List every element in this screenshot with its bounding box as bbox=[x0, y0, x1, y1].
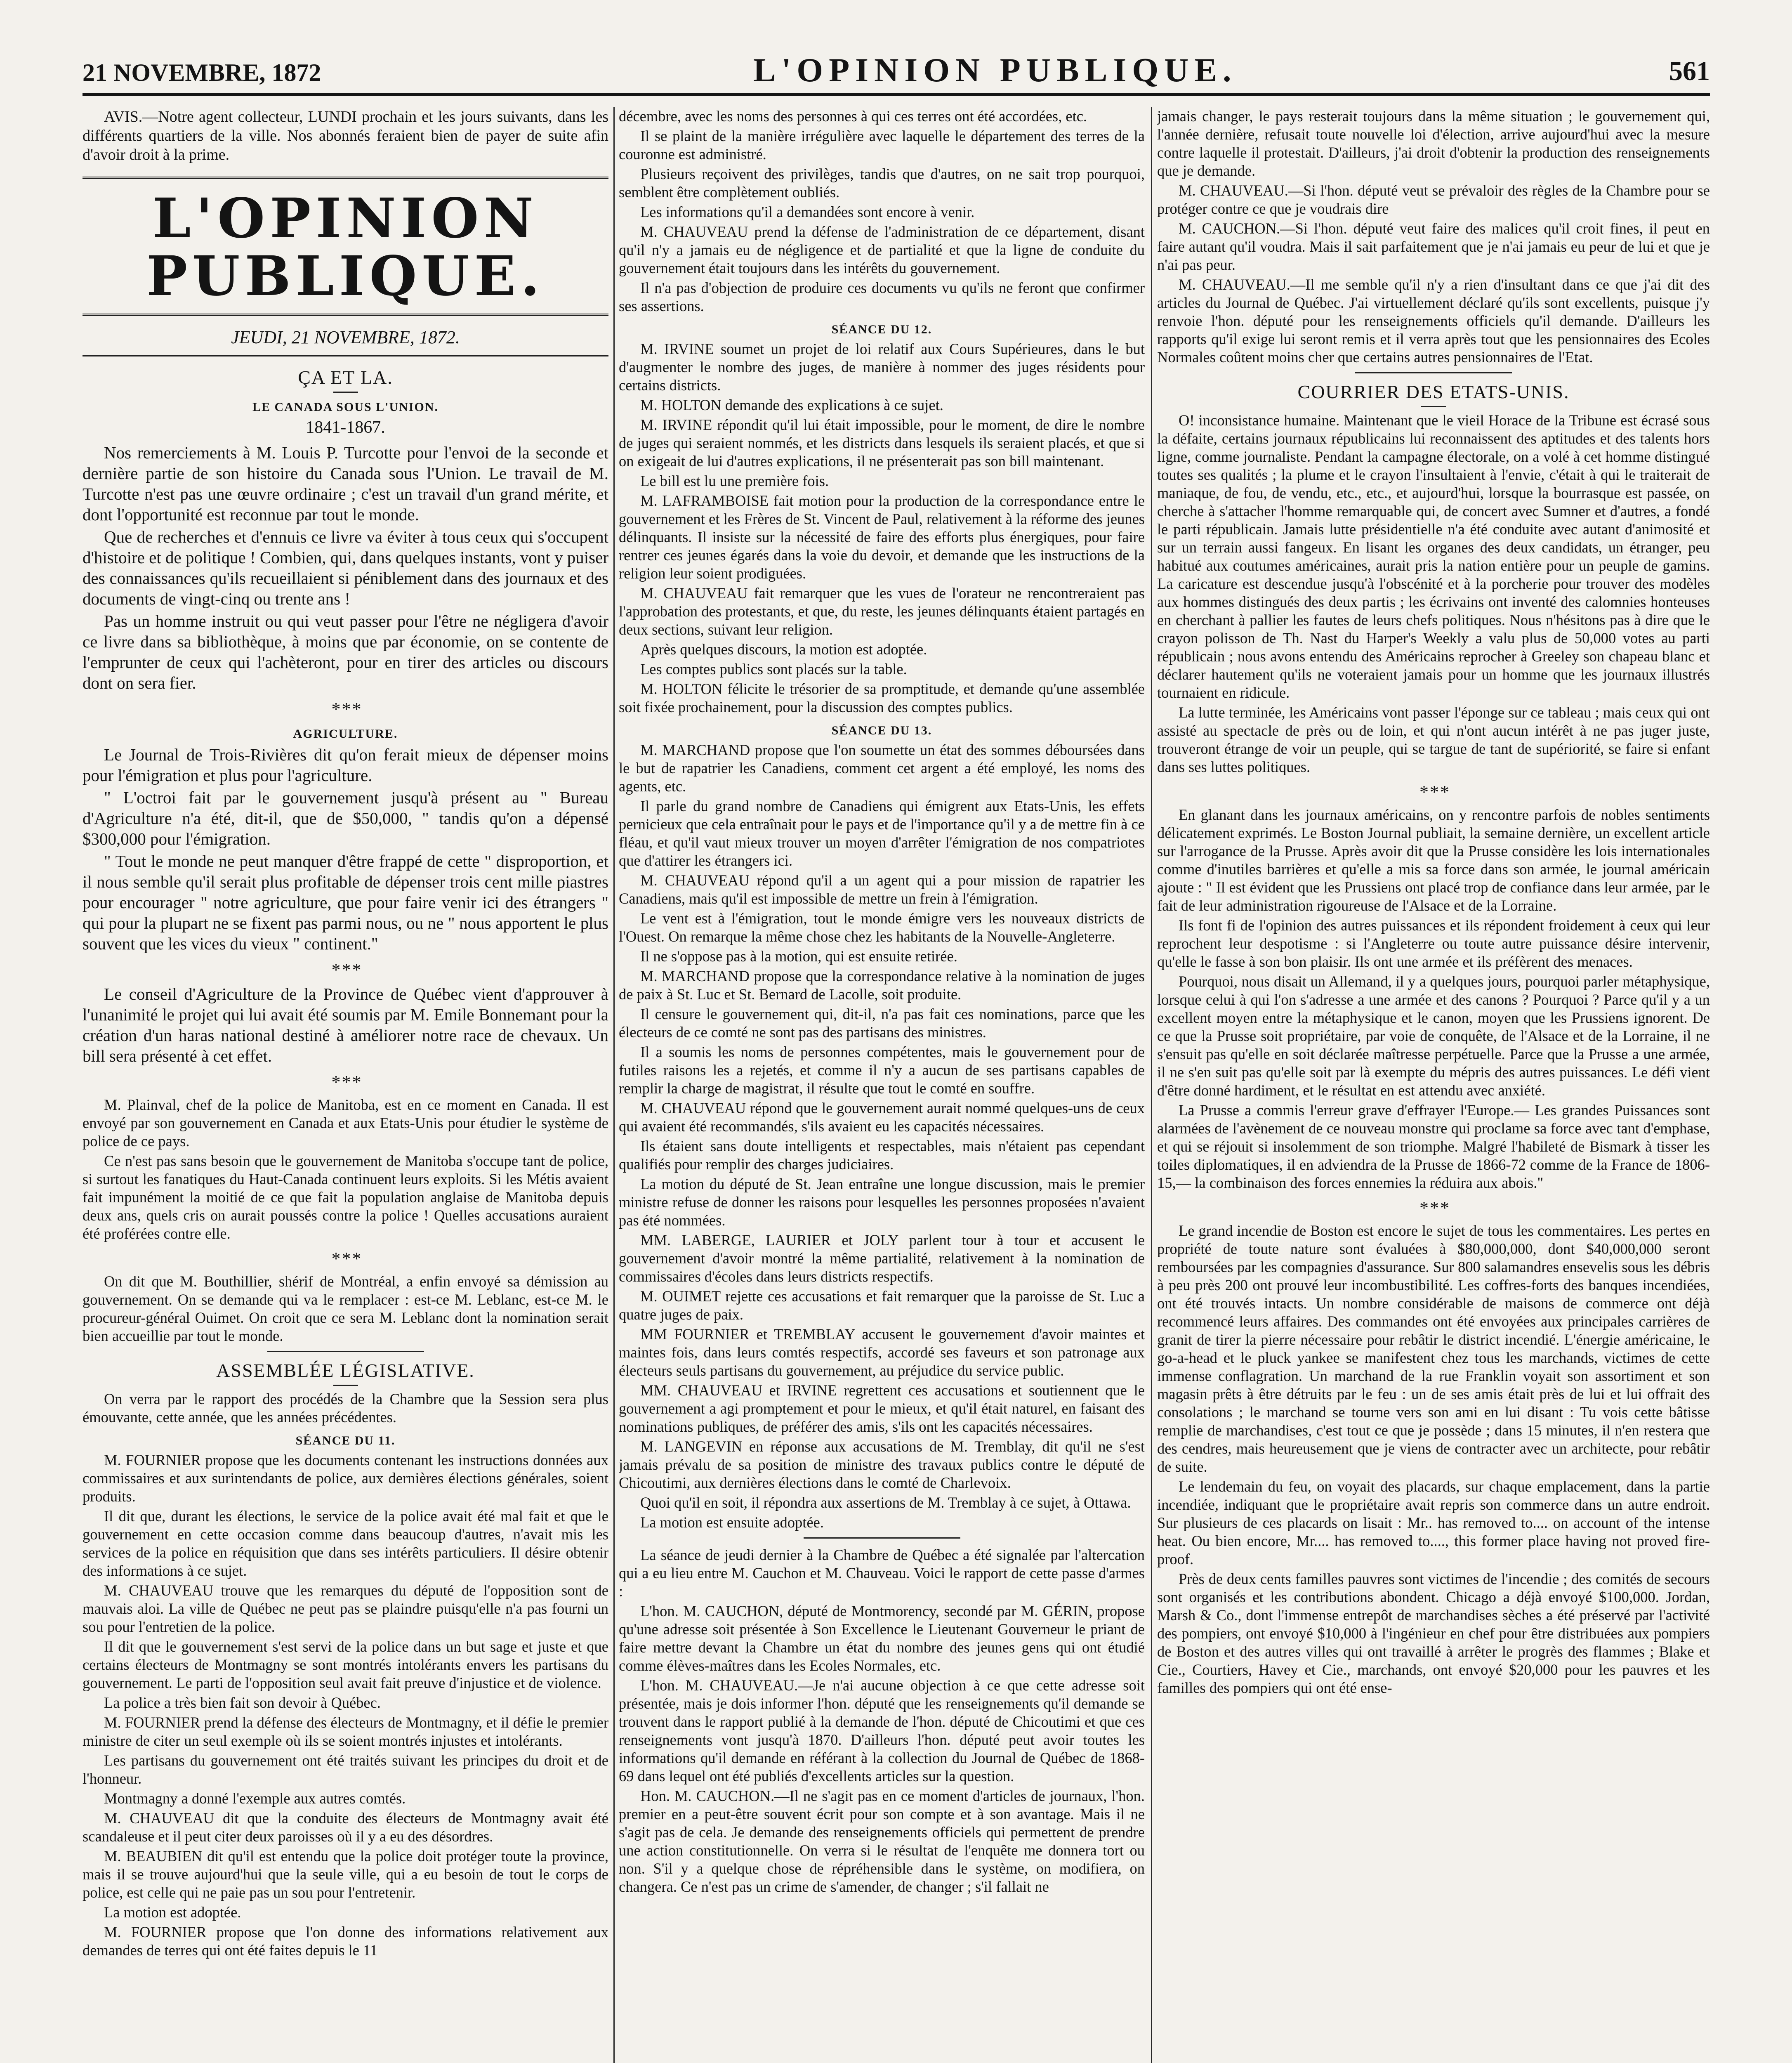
paragraph: Le bill est lu une première fois. bbox=[640, 472, 829, 489]
paragraph: Le grand incendie de Boston est encore le sujet de tous les commentaires. Les pertes en propriété de toute nature sont évaluées à $80,000,000, dont $40,000,000 seront remboursées par les compagnies d'assurance. Sur 800 salamandres ensevelis sous les débris à peu près 200 ont prouvé leur incombustibilité. Les coffres-forts des banques incendiées, ont été trouvés intacts. Un nombre considérable de maisons de commerce ont déjà recommencé leurs affaires. Des commandes ont été envoyées aux principales carrières de granit de tirer la pierre nécessaire pour rebâtir le district incendié. L'énergie américaine, le go-a-head et le pluck yankee se manifestent chez tous les marchands, victimes de cette immense conflagration. Un marchand de la rue Franklin voyait son assortiment et son magasin prêts à être détruits par le feu : un de ses amis était près de lui et lui offrait des consolations ; le marchand se tourne vers son ami en lui disant : Tu vois cette bâtisse remplie de marchandises, c'est tout ce que je possède ; dans 15 minutes, il n'en restera que des cendres, mais heureusement que je viens de contracter avec un architecte, pour rebâtir de suite. bbox=[1157, 1222, 1710, 1475]
paragraph: Les informations qu'il a demandées sont encore à venir. bbox=[640, 203, 975, 220]
paragraph: Il n'a pas d'objection de produire ces documents vu qu'ils ne feront que confirmer ses assertions. bbox=[619, 279, 1145, 314]
paragraph: Quoi qu'il en soit, il répondra aux assertions de M. Tremblay à ce sujet, à Ottawa. bbox=[640, 1494, 1131, 1511]
paragraph: L'hon. M. CHAUVEAU.—Je n'ai aucune objection à ce que cette adresse soit présentée, mais je dois informer l'hon. député que les renseignements qu'il demande se trouvent dans le rapport publié à la demande de l'hon. député de Chicoutimi et que ces renseignements vont jusqu'à 1870. D'ailleurs l'hon. député peut avoir toutes les informations qu'il demande en référant à la collection du Journal de Québec de 1868-69 dans lequel ont été publiés d'excellents articles sur la question. bbox=[619, 1677, 1145, 1784]
article-cauchon-cont bbox=[1157, 107, 1710, 366]
paragraph: Plusieurs reçoivent des privilèges, tandis que d'autres, on ne sait trop pourquoi, semblent être complètement oubliés. bbox=[619, 165, 1145, 201]
paragraph: Les comptes publics sont placés sur la table. bbox=[640, 661, 907, 677]
seance-heading: SÉANCE DU 12. bbox=[831, 323, 932, 336]
page-number: 561 bbox=[1669, 56, 1710, 86]
paragraph: M. LANGEVIN en réponse aux accusations de M. Tremblay, dit qu'il ne s'est jamais prévalu de sa position de ministre des travaux publics contre le député de Chicoutimi, aux dernières élections dans le comté de Charlevoix. bbox=[619, 1438, 1145, 1491]
paragraph: Il dit que le gouvernement s'est servi de la police dans un but sage et juste et que certains électeurs de Montmagny se sont montrés intolérants envers les partisans du gouvernement. Le parti de l'opposition seul avait fait preuve d'injustice et de violence. bbox=[83, 1638, 608, 1691]
paragraph: Pas un homme instruit ou qui veut passer pour l'être ne négligera d'avoir ce livre dans sa bibliothèque, à moins que par économie, on se contente de l'emprunter de ceux qui l'achèteront, pour en tirer des articles ou discours dont on sera fier. bbox=[83, 611, 608, 692]
asterism: * * * bbox=[1419, 1198, 1448, 1218]
paragraph: M. CHAUVEAU.—Il me semble qu'il n'y a rien d'insultant dans ce que j'ai dit des articles du Journal de Québec. J'ai virtuellement déclaré qu'ils sont excellents, puisque j'y renvoie l'hon. député pour les renseignements officiels qu'il demande. D'ailleurs les rapports qu'il exige lui seront remis et il verra après tout que les pensionnaires des Ecoles Normales coûtent moins cher que certains autres pensionnaires de l'Etat. bbox=[1157, 276, 1710, 366]
paragraph: M. BEAUBIEN dit qu'il est entendu que la police doit protéger toute la province, mais il se trouve aujourd'hui que la seule ville, qui a eu besoin de tout le corps de police, est celle qui ne paie pas un sou pour l'entretenir. bbox=[83, 1848, 608, 1901]
article-police bbox=[83, 1096, 608, 1243]
seance-13 bbox=[619, 741, 1145, 1532]
paragraph: Ils font fi de l'opinion des autres puissances et ils répondent froidement à ceux qui leur reprochent leur despotisme : si l'Angleterre ou toute autre puissance désire intervenir, qu'elle le fasse à son bon plaisir. Ils ont une armée et ils préfèrent des menaces. bbox=[1157, 917, 1710, 970]
paragraph: M. CHAUVEAU.—Si l'hon. député veut se prévaloir des règles de la Chambre pour se protéger contre ce que je voudrais dire bbox=[1157, 182, 1710, 217]
paragraph: M. MARCHAND propose que l'on soumette un état des sommes déboursées dans le but de rapatrier les Canadiens, comment cet argent a été employé, les noms des agents, etc. bbox=[619, 741, 1145, 795]
article-sherif bbox=[83, 1272, 608, 1345]
paragraph: La police a très bien fait son devoir à Québec. bbox=[104, 1694, 381, 1711]
column-rule bbox=[613, 107, 615, 2063]
paragraph: MM. LABERGE, LAURIER et JOLY parlent tour à tour et accusent le gouvernement d'avoir montré la même partialité, relativement à la nomination de commissaires d'écoles dans leurs districts respectifs. bbox=[619, 1232, 1145, 1285]
paragraph: M. IRVINE soumet un projet de loi relatif aux Cours Supérieures, dans le but d'augmenter le nombre des juges, de manière à nommer des juges résidents pour certains districts. bbox=[619, 340, 1145, 394]
paragraph: M. CHAUVEAU répond que le gouvernement aurait nommé quelques-uns de ceux qui avaient été recommandés, s'ils avaient eu les capacités nécessaires. bbox=[619, 1100, 1145, 1135]
paragraph: Que de recherches et d'ennuis ce livre va éviter à tous ceux qui s'occupent d'histoire et de politique ! Combien, qui, dans quelques instants, vont y puiser des connaissances qu'ils recueillaient si péniblement dans des journaux et des documents de vingt-cinq ou trente ans ! bbox=[83, 527, 608, 608]
paragraph: Montmagny a donné l'exemple aux autres comtés. bbox=[104, 1790, 406, 1807]
paragraph: M. FOURNIER propose que l'on donne des informations relativement aux demandes de terres qui ont été faites depuis le 11 bbox=[83, 1924, 608, 1959]
asterism: * * * bbox=[331, 960, 360, 980]
column-2 bbox=[619, 107, 1145, 2063]
divider bbox=[1421, 406, 1446, 407]
paragraph: M. CHAUVEAU fait remarquer que les vues de l'orateur ne rencontreraient pas l'approbation des protestants, et que, du reste, les jeunes délinquants étaient partagés en deux sections, suivant leur religion. bbox=[619, 585, 1145, 638]
paragraph: Il ne s'oppose pas à la motion, qui est ensuite retirée. bbox=[640, 948, 957, 965]
subtitle: LE CANADA SOUS L'UNION. bbox=[252, 400, 439, 414]
paragraph: La motion du député de St. Jean entraîne une longue discussion, mais le premier ministre refuse de donner les raisons pour lesquelles les personnes proposées n'avaient pas été nommées. bbox=[619, 1175, 1145, 1229]
paragraph: " Tout le monde ne peut manquer d'être frappé de cette " disproportion, et il nous semble qu'il serait plus profitable de dépenser trois cent mille piastres pour encourager " notre agriculture, que pour faire venir ici des étrangers " qui pour la plupart ne se fixent pas parmi nous, ou ne " nous apportent le plus souvent que les vices du vieux " continent." bbox=[83, 852, 608, 953]
paragraph: jamais changer, le pays resterait toujours dans la même situation ; le gouvernement qui, l'année dernière, refusait toute nouvelle loi d'élection, arrive aujourd'hui avec la mesure contre laquelle il protestait. D'ailleurs, j'ai droit d'obtenir la production des renseignements que je demande. bbox=[1157, 108, 1710, 179]
article-courrier bbox=[1157, 411, 1710, 776]
paragraph: Hon. M. CAUCHON.—Il ne s'agit pas en ce moment d'articles de journaux, l'hon. premier en a peut-être souvent écrit pour son compte et à son avantage. Mais il ne s'agit pas de cela. Je demande des renseignements officiels qui permettent de prendre une action constitutionnelle. On verra si le résultat de l'enquête me donnera tort ou non. S'il y a quelque chose de répréhensible dans le système, on modifiera, on changera. Ce n'est pas un crime de s'amender, de changer ; s'il fallait ne bbox=[619, 1787, 1145, 1895]
paragraph: " L'octroi fait par le gouvernement jusqu'à présent au " Bureau d'Agriculture n'a été, dit-il, que de $50,000, " tandis qu'on a dépensé $300,000 pour l'émigration. bbox=[83, 788, 608, 848]
paragraph: M. HOLTON demande des explications à ce sujet. bbox=[640, 397, 943, 413]
article-cauchon-chauveau bbox=[619, 1546, 1145, 1896]
paragraph: Le Journal de Trois-Rivières dit qu'on ferait mieux de dépenser moins pour l'émigration et plus pour l'agriculture. bbox=[83, 745, 608, 785]
article-boston bbox=[1157, 1222, 1710, 1697]
paragraph: M. IRVINE répondit qu'il lui était impossible, pour le moment, de dire le nombre de juges qui seraient nommés, et les districts dans lesquels ils seraient placés, et que si on exigeait de lui d'autres explications, il ne présenterait pas son bill maintenant. bbox=[619, 416, 1145, 470]
asterism: * * * bbox=[331, 699, 360, 719]
paragraph: Le vent est à l'émigration, tout le monde émigre vers les nouveaux districts de l'Ouest. On remarque la même chose chez les habitants de la Nouvelle-Angleterre. bbox=[619, 910, 1145, 945]
paragraph: En glanant dans les journaux américains, on y rencontre parfois de nobles sentiments délicatement exprimés. Le Boston Journal publiait, la semaine dernière, un excellent article sur l'arrogance de la Prusse. Après avoir dit que la Prusse considère les lois internationales comme d'inutiles barrières et qu'elle a mis sa force dans son armée, le journal américain ajoute : " Il est évident que les Prussiens ont placé trop de confiance dans leur armée, par le fait de leur administration rigoureuse de l'Alsace et de la Lorraine. bbox=[1157, 806, 1710, 914]
article-turcotte bbox=[83, 442, 608, 693]
paragraph: Le conseil d'Agriculture de la Province de Québec vient d'approuver à l'unanimité le projet qui lui avait été soumis par M. Emile Bonnemant pour la création d'un haras national destiné à améliorer notre race de chevaux. Un bill sera présenté à cet effet. bbox=[83, 984, 608, 1065]
divider bbox=[333, 392, 358, 393]
column-rule bbox=[1151, 107, 1152, 2063]
article-prusse bbox=[1157, 806, 1710, 1192]
section-title: ÇA ET LA. bbox=[298, 367, 393, 388]
divider bbox=[267, 1351, 424, 1352]
paragraph: Les partisans du gouvernement ont été traités suivant les principes du droit et de l'honneur. bbox=[83, 1752, 608, 1787]
paragraph: M. CAUCHON.—Si l'hon. député veut faire des malices qu'il croit fines, il peut en faire autant qu'il voudra. Mais il sait parfaitement que je n'ai jamais eu peur de lui et que je n'ai pas peur. bbox=[1157, 220, 1710, 273]
paragraph: M. HOLTON félicite le trésorier de sa promptitude, et demande qu'une assemblée soit fixée prochainement, pour la discussion des comptes publics. bbox=[619, 680, 1145, 715]
assemblee-title: ASSEMBLÉE LÉGISLATIVE. bbox=[216, 1360, 475, 1381]
divider bbox=[804, 1537, 960, 1539]
paragraph: Nos remerciements à M. Louis P. Turcotte pour l'envoi de la seconde et dernière partie de son histoire du Canada sous l'Union. Le travail de M. Turcotte n'est pas une œuvre ordinaire ; c'est un travail d'un grand mérite, et dont l'opportunité est reconnue par tout le monde. bbox=[83, 443, 608, 524]
paragraph: Il se plaint de la manière irrégulière avec laquelle le département des terres de la couronne est administré. bbox=[619, 127, 1145, 163]
paragraph: Pourquoi, nous disait un Allemand, il y a quelques jours, pourquoi parler métaphysique, lorsque celui à qui l'on s'adresse a une armée et des canons ? Pourquoi ? Parce qu'il y a un excellent moyen entre la métaphysique et le canon, moyen que les Prussiens ignorent. De ce que la Prusse soit propriétaire, par voie de conquête, de l'Alsace et de la Lorraine, il ne s'ensuit pas qu'elle en soit déclarée maîtresse perpétuelle. Parce que la Prusse a une armée, il ne s'en suit pas qu'elle soit par là exempte du mépris des autres puissances. Le défi vient d'être donné hardiment, et le résultat en est attendu avec anxiété. bbox=[1157, 973, 1710, 1099]
running-header bbox=[83, 47, 1710, 96]
paragraph: Il censure le gouvernement qui, dit-il, n'a pas fait ces nominations, parce que les électeurs de ce comté ne sont pas des partisans des ministres. bbox=[619, 1006, 1145, 1041]
paragraph: La motion est adoptée. bbox=[104, 1904, 241, 1921]
avis-notice: AVIS.—Notre agent collecteur, LUNDI prochain et les jours suivants, dans les différents quartiers de la ville. Nos abonnés feraient bien de payer de suite afin d'avoir droit à la prime. bbox=[83, 108, 608, 163]
column-1 bbox=[83, 107, 608, 2063]
paragraph: M. CHAUVEAU dit que la conduite des électeurs de Montmagny avait été scandaleuse et il peut citer deux paroisses où il y a eu des désordres. bbox=[83, 1810, 608, 1845]
seance-11 bbox=[83, 1451, 608, 1959]
paragraph: M. CHAUVEAU trouve que les remarques du député de l'opposition sont de mauvais aloi. La ville de Québec ne peut pas se plaindre puisqu'elle n'a pas fourni un sou pour l'entretien de la police. bbox=[83, 1582, 608, 1635]
header-date: 21 NOVEMBRE, 1872 bbox=[83, 59, 321, 86]
paragraph: MM FOURNIER et TREMBLAY accusent le gouvernement d'avoir maintes et maintes fois, dans leurs comtés respectifs, accordé ses faveurs et son patronage aux électeurs seuls partisans du gouvernement, au préjudice du service public. bbox=[619, 1326, 1145, 1379]
paragraph: La motion est ensuite adoptée. bbox=[640, 1514, 824, 1531]
header-title: L'OPINION PUBLIQUE. bbox=[753, 51, 1237, 89]
asterism: * * * bbox=[331, 1249, 360, 1269]
paragraph: La séance de jeudi dernier à la Chambre de Québec a été signalée par l'altercation qui a eu lieu entre M. Cauchon et M. Chauveau. Voici le rapport de cette passe d'armes : bbox=[619, 1546, 1145, 1600]
asterism: * * * bbox=[1419, 782, 1448, 802]
years: 1841-1867. bbox=[306, 418, 385, 437]
divider bbox=[83, 355, 608, 356]
paragraph: Il dit que, durant les élections, le service de la police avait été mal fait et que le gouvernement en cette occasion comme dans beaucoup d'autres, n'avait mis les services de la police en réquisition que dans ses intérêts particuliers. Il désire obtenir des informations à ce sujet. bbox=[83, 1508, 608, 1579]
paragraph: On verra par le rapport des procédés de la Chambre que la Session sera plus émouvante, cette année, que les années précédentes. bbox=[83, 1390, 608, 1426]
paragraph: M. CHAUVEAU prend la défense de l'administration de ce département, disant qu'il n'y a jamais eu de négligence et de partialité et que la ligne de conduite du gouvernement était toujours dans les intérêts du gouvernement. bbox=[619, 223, 1145, 276]
paragraph: L'hon. M. CAUCHON, député de Montmorency, secondé par M. GÉRIN, propose qu'une adresse soit présentée à Son Excellence le Lieutenant Gouverneur le priant de faire mettre devant la Chambre un état du nombre des jeunes gens qui ont étudié comme élèves-maîtres dans les Ecoles Normales, etc. bbox=[619, 1603, 1145, 1674]
paragraph: Ils étaient sans doute intelligents et respectables, mais n'étaient pas cependant qualifiés pour remplir des charges judiciaires. bbox=[619, 1138, 1145, 1173]
paragraph: O! inconsistance humaine. Maintenant que le vieil Horace de la Tribune est écrasé sous la défaite, certains journaux républicains lui reconnaissent des aptitudes et des talents hors ligne, comme journaliste. Pendant la campagne électorale, on a volé à cet homme distingué toutes ses qualités ; la plume et le crayon l'insultaient à l'envie, c'était à qui le traiterait de maniaque, de fou, de vendu, etc., etc., et aujourd'hui, lorsque la bourrasque est passée, on cherche à s'attacher l'homme remarquable qui, de concert avec Sumner et d'autres, a fondé le parti républicain. Jamais lutte présidentielle n'a été conduite avec autant d'animosité et sur un terrain aussi fangeux. En lisant les organes des deux candidats, un étranger, peu habitué aux coutumes américaines, aurait pris la nation entière pour un peuple de gamins. La caricature est descendue jusqu'à l'obscénité et à la porcherie pour trouver des modèles aux hommes distingués des deux partis ; les écrivains ont inventé des calomnies honteuses en cherchant à pallier les fautes de leurs chefs politiques. Nous n'hésitons pas à dire que le crayon polisson de Th. Nast du Harper's Weekly a valu plus de 50,000 votes au parti républicain ; nous avons entendu des Américains reprocher à Greeley son chapeau blanc et déclarer hautement qu'ils ne voteraient jamais pour un homme que les journaux illustrés tournaient en ridicule. bbox=[1157, 412, 1710, 701]
seance-heading: SÉANCE DU 13. bbox=[831, 724, 932, 737]
paragraph: Après quelques discours, la motion est adoptée. bbox=[640, 641, 927, 658]
agriculture-title: AGRICULTURE. bbox=[293, 727, 398, 741]
article-agriculture bbox=[83, 744, 608, 954]
divider bbox=[1355, 372, 1512, 373]
paragraph: M. FOURNIER prend la défense des électeurs de Montmagny, et il défie le premier ministre de citer un seul exemple où ils se soient montrés injustes et intolérants. bbox=[83, 1714, 608, 1749]
paragraph: La Prusse a commis l'erreur grave d'effrayer l'Europe.— Les grandes Puissances sont alarmées de l'avènement de ce nouveau monstre qui proclame sa force avec tant d'emphase, et qui se réjouit si insolemment de son triomphe. Malgré l'habileté de Bismark à tisser les toiles diplomatiques, il en adviendra de la Prusse de 1866-72 comme de la France de 1806-15,— la combinaison des forces ennemies la réduira aux abois." bbox=[1157, 1102, 1710, 1191]
paper-title: L'OPINION PUBLIQUE. bbox=[83, 177, 608, 316]
paragraph: Le lendemain du feu, on voyait des placards, sur chaque emplacement, dans la partie incendiée, indiquant que le propriétaire avait repris son commerce dans un autre endroit. Sur plusieurs de ces placards on lisait : Mr.. has removed to.... on account of the intense heat. Ou bien encore, Mr.... has removed to...., this former place having not proved fire-proof. bbox=[1157, 1478, 1710, 1567]
paragraph: Il a soumis les noms de personnes compétentes, mais le gouvernement pour de futiles raisons les a rejetés, et comme il n'y a aucun de ses partisans capables de remplir la charge de magistrat, il résulte que tout le comté en souffre. bbox=[619, 1043, 1145, 1097]
seance-11-cont bbox=[619, 107, 1145, 315]
dateline: JEUDI, 21 NOVEMBRE, 1872. bbox=[231, 327, 460, 347]
divider bbox=[333, 1385, 358, 1386]
column-3 bbox=[1157, 107, 1710, 2063]
paragraph: On dit que M. Bouthillier, shérif de Montréal, a enfin envoyé sa démission au gouvernement. On se demande qui va le remplacer : est-ce M. Leblanc, est-ce M. le procureur-général Ouimet. On croit que ce sera M. Leblanc dont la nomination serait bien accueillie par tout le monde. bbox=[83, 1273, 608, 1344]
asterism: * * * bbox=[331, 1072, 360, 1092]
courrier-title: COURRIER DES ETATS-UNIS. bbox=[1297, 381, 1570, 402]
paragraph: Ce n'est pas sans besoin que le gouvernement de Manitoba s'occupe tant de police, si surtout les fanatiques du Haut-Canada continuent leurs exploits. Si les Métis avaient fait impunément la moitié de ce que fait la population anglaise de Manitoba depuis deux ans, quels cris on aurait poussés contre la police ! Quelles accusations auraient été proférées contre elle. bbox=[83, 1152, 608, 1242]
paragraph: Près de deux cents familles pauvres sont victimes de l'incendie ; des comités de secours sont organisés et les contributions abondent. Chicago a déjà envoyé $100,000. Jordan, Marsh & Co., dont l'immense entrepôt de marchandises sèches a été préservé par l'activité des pompiers, ont envoyé $10,000 à l'ingénieur en chef pour être distribuées aux pompiers de Boston et des autres villes qui ont travaillé à arrêter le progrès des flammes ; Blake et Cie., Courtiers, Havey et Cie., marchands, ont envoyé $20,000 pour les pauvres et les familles des pompiers qui ont été ense- bbox=[1157, 1570, 1710, 1696]
paragraph: M. LAFRAMBOISE fait motion pour la production de la correspondance entre le gouvernement et les Frères de St. Vincent de Paul, relativement à la réforme des jeunes délinquants. Il insiste sur la nécessité de faire des efforts plus énergiques, pour faire rentrer ces jeunes égarés dans la voie du devoir, et demande que les instructions de la religion leur soient prodiguées. bbox=[619, 492, 1145, 582]
paragraph: Il parle du grand nombre de Canadiens qui émigrent aux Etats-Unis, les effets pernicieux que cela entraînait pour le pays et de l'importance qu'il y a de mettre fin à ce fléau, et qu'il vaut mieux trouver un moyen d'arrêter l'émigration de nos compatriotes que d'attirer les étrangers ici. bbox=[619, 798, 1145, 869]
paragraph: MM. CHAUVEAU et IRVINE regrettent ces accusations et soutiennent que le gouvernement a agi promptement et pour le mieux, et qu'il était naturel, en faisant des nominations publiques, de préférer des amis, s'ils ont les capacités nécessaires. bbox=[619, 1382, 1145, 1435]
paragraph: M. OUIMET rejette ces accusations et fait remarquer que la paroisse de St. Luc a quatre juges de paix. bbox=[619, 1288, 1145, 1323]
paragraph: M. FOURNIER propose que les documents contenant les instructions données aux commissaires et aux surintendants de police, aux dernières élections générales, soient produits. bbox=[83, 1452, 608, 1505]
paragraph: La lutte terminée, les Américains vont passer l'éponge sur ce tableau ; mais ceux qui ont assisté au spectacle de près ou de loin, et qui n'ont aucun intérêt à ne pas juger juste, trouveront étrange de voir un peuple, qui se targue de tant de supériorité, se faire si enfant dans ses luttes politiques. bbox=[1157, 704, 1710, 775]
paragraph: décembre, avec les noms des personnes à qui ces terres ont été accordées, etc. bbox=[619, 108, 1087, 125]
paragraph: M. Plainval, chef de la police de Manitoba, est en ce moment en Canada. Il est envoyé par son gouvernement en Canada et aux Etats-Unis pour étudier le système de police de ce pays. bbox=[83, 1096, 608, 1150]
article-haras bbox=[83, 984, 608, 1066]
paragraph: M. MARCHAND propose que la correspondance relative à la nomination de juges de paix à St. Luc et St. Bernard de Lacolle, soit produite. bbox=[619, 968, 1145, 1003]
seance-12 bbox=[619, 340, 1145, 716]
seance-heading: SÉANCE DU 11. bbox=[295, 1434, 396, 1447]
paragraph: M. CHAUVEAU répond qu'il a un agent qui a pour mission de rapatrier les Canadiens, mais qu'il est impossible de mettre un frein à l'émigration. bbox=[619, 872, 1145, 907]
